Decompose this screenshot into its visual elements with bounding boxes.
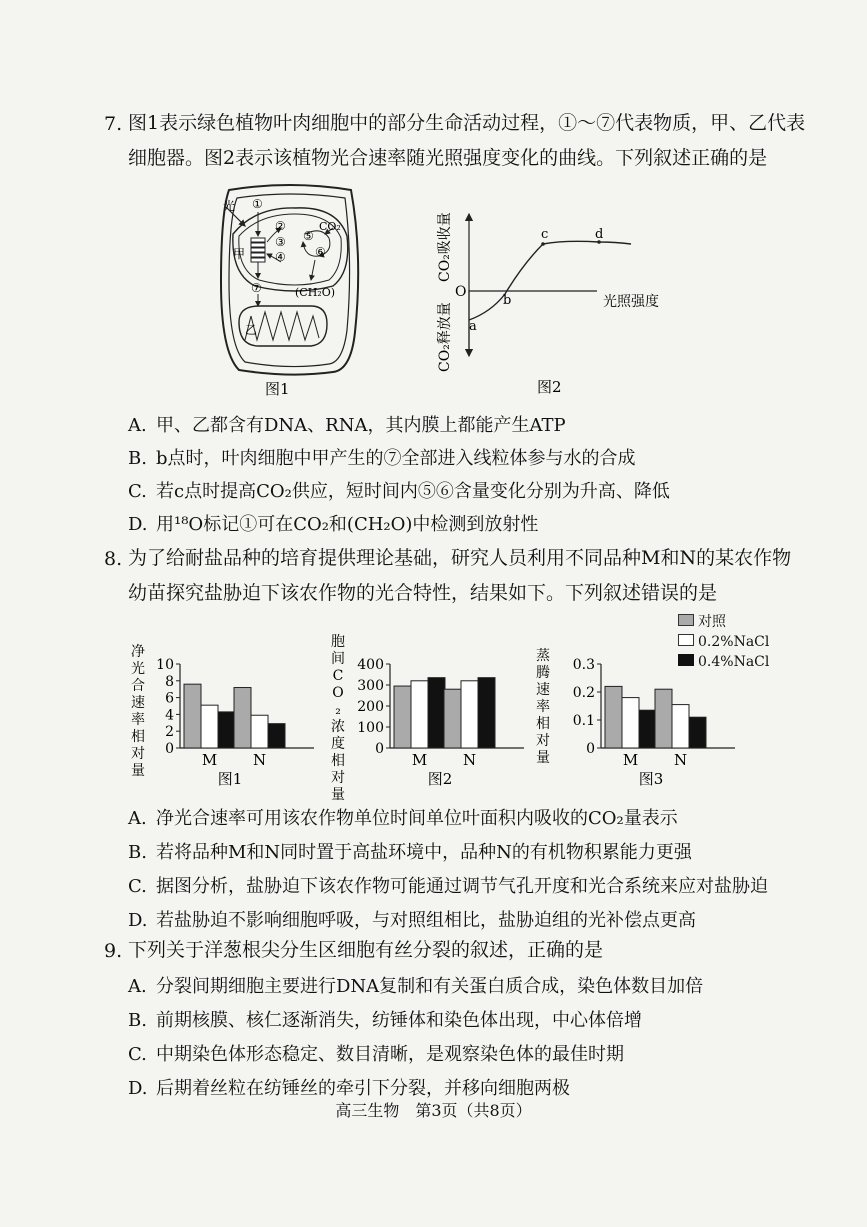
q9-option-d: D. 后期着丝粒在纺锤丝的牵引下分裂，并移向细胞两极 xyxy=(128,1078,570,1099)
point-d: d xyxy=(595,227,604,242)
legend-item-control: 对照 xyxy=(678,612,769,632)
y-axis-label-char: 间 xyxy=(331,651,345,667)
category-label: M xyxy=(411,751,428,769)
label-2: ② xyxy=(275,219,286,233)
chart-caption: 图1 xyxy=(217,770,243,788)
y-axis-label-char: 度 xyxy=(331,736,345,752)
y-axis-up-label: CO₂吸收量 xyxy=(437,212,453,282)
bar-N-2 xyxy=(268,724,285,748)
y-axis-label-char: 量 xyxy=(536,750,550,766)
y-axis-label-char: 胞 xyxy=(331,634,345,650)
y-axis-label-char: 对 xyxy=(536,733,550,749)
origin-label: O xyxy=(455,284,467,300)
q7-option-d: D. 用¹⁸O标记①可在CO₂和(CH₂O)中检测到放射性 xyxy=(128,514,539,535)
y-tick-label: 0.3 xyxy=(572,657,595,673)
y-tick-label: 0 xyxy=(586,741,595,757)
light-label: 光 xyxy=(223,199,236,213)
q9-option-a: A. 分裂间期细胞主要进行DNA复制和有关蛋白质合成，染色体数目加倍 xyxy=(128,976,704,997)
q7-figure2-light-curve xyxy=(435,200,680,400)
y-axis-label-char: 光 xyxy=(131,661,145,677)
bar-M-2 xyxy=(218,712,235,748)
y-axis-down-label: CO₂释放量 xyxy=(437,302,453,372)
fig2-caption: 图2 xyxy=(537,378,562,396)
q8-number: 8. xyxy=(104,548,123,570)
label-7: ⑦ xyxy=(251,281,262,295)
y-tick-label: 300 xyxy=(357,678,384,694)
page-footer: 高三生物 第3页（共8页） xyxy=(335,1101,532,1120)
q8-option-b: B. 若将品种M和N同时置于高盐环境中，品种N的有机物积累能力更强 xyxy=(128,842,692,863)
ch2o-label: (CH₂O) xyxy=(295,286,336,299)
y-tick-label: 0.2 xyxy=(572,685,595,701)
legend-item-04: 0.4%NaCl xyxy=(678,652,769,672)
y-axis-label-char: 速 xyxy=(131,695,145,711)
q8-chart-3-transpiration xyxy=(533,646,723,792)
bar-M-0 xyxy=(184,684,201,748)
point-a: a xyxy=(469,319,477,334)
y-axis-label-char: 相 xyxy=(331,753,345,769)
q8-chart-2-intercellular-co2 xyxy=(328,632,518,803)
q9-stem: 下列关于洋葱根尖分生区细胞有丝分裂的叙述，正确的是 xyxy=(128,939,604,961)
jia-label: 甲 xyxy=(233,247,246,261)
q8-stem: 为了给耐盐品种的培育提供理论基础，研究人员利用不同品种M和N的某农作物幼苗探究盐胁迫下该农作物的光合特性，结果如下。下列叙述错误的是 xyxy=(128,547,792,604)
point-b: b xyxy=(503,293,512,308)
q8-option-a: A. 净光合速率可用该农作物单位时间单位叶面积内吸收的CO₂量表示 xyxy=(128,808,678,829)
y-tick-label: 6 xyxy=(165,690,174,707)
bar-N-0 xyxy=(444,689,461,748)
chart-caption: 图2 xyxy=(427,770,453,788)
y-axis-label-char: 浓 xyxy=(331,719,345,735)
y-axis-label-char: 率 xyxy=(131,712,145,728)
bar-M-1 xyxy=(622,698,639,748)
bar-M-2 xyxy=(639,710,656,748)
y-tick-label: 100 xyxy=(357,720,384,736)
y-axis-label-char: 对 xyxy=(131,746,145,762)
q7-number: 7. xyxy=(104,113,123,135)
y-axis-label-char: 蒸 xyxy=(536,648,550,664)
bar-N-0 xyxy=(655,689,672,748)
category-label: N xyxy=(673,751,688,769)
bar-N-1 xyxy=(251,715,268,748)
label-4: ④ xyxy=(275,250,286,264)
y-axis-label-char: C xyxy=(332,668,344,684)
y-tick-label: 4 xyxy=(165,707,174,724)
bar-N-0 xyxy=(234,688,251,748)
chart-caption: 图3 xyxy=(638,770,664,788)
label-6: ⑥ xyxy=(315,245,326,259)
yi-label: 乙 xyxy=(245,323,258,337)
y-tick-label: 200 xyxy=(357,699,384,715)
y-axis-label-char: 合 xyxy=(131,678,145,694)
label-1: ① xyxy=(252,197,263,211)
category-label: M xyxy=(622,751,639,769)
y-axis-label-char: 净 xyxy=(131,644,145,660)
y-tick-label: 0 xyxy=(375,741,384,757)
bar-M-0 xyxy=(605,686,622,748)
grana xyxy=(251,238,265,262)
q7-option-a: A. 甲、乙都含有DNA、RNA，其内膜上都能产生ATP xyxy=(128,415,566,436)
label-5: ⑤ xyxy=(303,229,314,243)
y-axis-label-char: 对 xyxy=(331,770,345,786)
bar-M-1 xyxy=(411,681,428,748)
bar-N-1 xyxy=(672,705,689,748)
y-axis-label-char: 率 xyxy=(536,699,550,715)
q7-option-b: B. b点时，叶肉细胞中甲产生的⑦全部进入线粒体参与水的合成 xyxy=(128,448,636,469)
y-tick-label: 0 xyxy=(165,741,174,757)
y-axis-label-char: ₂ xyxy=(335,702,341,718)
bar-N-2 xyxy=(478,678,495,748)
y-axis-label-char: O xyxy=(332,685,344,701)
q7-option-c: C. 若c点时提高CO₂供应，短时间内⑤⑥含量变化分别为升高、降低 xyxy=(128,481,670,502)
y-axis-label-char: 量 xyxy=(131,763,145,779)
label-3: ③ xyxy=(275,235,286,249)
y-axis-label-char: 速 xyxy=(536,682,550,698)
q8-chart-1-net-photosynthesis xyxy=(128,642,318,792)
q8-option-c: C. 据图分析，盐胁迫下该农作物可能通过调节气孔开度和光合系统来应对盐胁迫 xyxy=(128,876,768,897)
bar-M-1 xyxy=(201,705,218,748)
y-tick-label: 0.1 xyxy=(572,713,595,729)
q7-stem: 图1表示绿色植物叶肉细胞中的部分生命活动过程，①～⑦代表物质，甲、乙代表细胞器。图2表示该植物光合速率随光照强度变化的曲线。下列叙述正确的是 xyxy=(128,112,806,169)
co2-label: CO₂ xyxy=(319,220,341,233)
y-tick-label: 8 xyxy=(165,673,174,690)
category-label: N xyxy=(462,751,477,769)
y-axis-label-char: 相 xyxy=(131,729,145,745)
bar-N-2 xyxy=(689,717,706,748)
category-label: M xyxy=(201,751,218,769)
y-tick-label: 2 xyxy=(165,724,174,741)
bar-M-0 xyxy=(394,686,411,748)
y-axis-label-char: 量 xyxy=(331,787,345,803)
q7-figure1-cell-diagram xyxy=(215,182,365,404)
q8-option-d: D. 若盐胁迫不影响细胞呼吸，与对照组相比，盐胁迫组的光补偿点更高 xyxy=(128,910,696,931)
fig1-caption: 图1 xyxy=(265,380,290,398)
y-axis-label-char: 腾 xyxy=(536,665,550,681)
point-c: c xyxy=(541,227,549,242)
category-label: N xyxy=(252,751,267,769)
legend-item-02: 0.2%NaCl xyxy=(678,632,769,652)
y-axis-label-char: 相 xyxy=(536,716,550,732)
bar-M-2 xyxy=(428,678,445,748)
q9-option-b: B. 前期核膜、核仁逐渐消失，纺锤体和染色体出现，中心体倍增 xyxy=(128,1010,642,1031)
bar-N-1 xyxy=(461,681,478,748)
q9-number: 9. xyxy=(104,940,123,962)
x-axis-label: 光照强度 xyxy=(603,294,659,310)
y-tick-label: 10 xyxy=(156,657,174,673)
q9-option-c: C. 中期染色体形态稳定、数目清晰，是观察染色体的最佳时期 xyxy=(128,1044,624,1065)
y-tick-label: 400 xyxy=(357,657,384,673)
